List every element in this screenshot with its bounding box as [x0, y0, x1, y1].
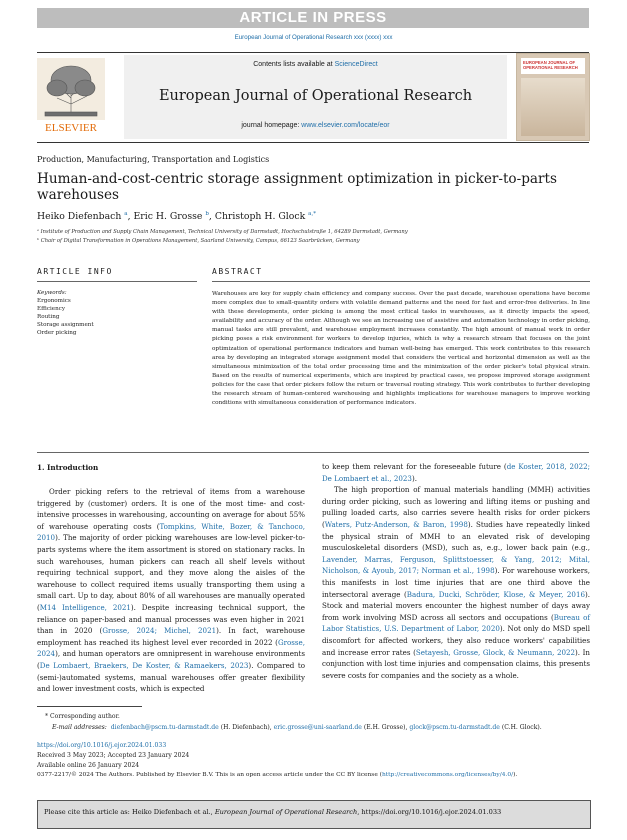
elsevier-tree-logo	[37, 58, 105, 134]
footnote-rule	[37, 706, 142, 707]
email-owner: (H. Diefenbach),	[218, 724, 274, 731]
license-link[interactable]: http://creativecommons.org/licenses/by/4.0/	[381, 772, 514, 778]
license-statement	[37, 772, 517, 778]
text-run: ). Despite increasing technical support, the reliance on paper-based and manual processes was even higher in 2021 than in 2020 (	[37, 602, 306, 636]
corresponding-author-note: * Corresponding author.	[45, 713, 120, 720]
email-owner: (C.H. Glock).	[499, 724, 542, 731]
text-run: ).	[411, 473, 417, 483]
available-online-date: Available online 26 January 2024	[37, 762, 140, 769]
header-bottom-rule	[37, 142, 589, 143]
section-heading-introduction: 1. Introduction	[37, 463, 99, 472]
citation-link[interactable]: Bureau of Labor Statistics, U.S. Department of Labor, 2020	[322, 612, 590, 634]
article-info-rule	[37, 281, 197, 282]
journal-title: European Journal of Operational Research	[158, 88, 473, 104]
article-info-heading: ARTICLE INFO	[37, 267, 113, 276]
please-cite-text	[44, 808, 501, 816]
paragraph	[322, 484, 590, 681]
homepage-link[interactable]: www.elsevier.com/locate/eor	[301, 122, 390, 129]
citation-link[interactable]: Waters, Putz-Anderson, & Baron, 1998	[324, 519, 468, 529]
please-cite-journal: European Journal of Operational Research	[214, 808, 358, 816]
license-prefix: 0377-2217/© 2024 The Authors. Published by Elsevier B.V. This is an open access article under the CC BY license (	[37, 772, 382, 778]
abstract-rule	[212, 281, 590, 282]
citation-link[interactable]: Badura, Ducki, Schröder, Klose, & Meyer, 2016	[406, 589, 585, 599]
journal-homepage	[124, 122, 507, 129]
text-run: Order picking refers to the retrieval of items from a warehouse triggered by (customer) orders. It is one of the most time- and cost-intensive processes in warehousing, accounting on average for about 55% of warehouse operating costs (	[37, 487, 305, 531]
email-addresses	[52, 724, 542, 731]
doi-link[interactable]: https://doi.org/10.1016/j.ejor.2024.01.033	[37, 742, 167, 749]
contents-line	[124, 61, 507, 68]
citation-link[interactable]: De Lombaert, Braekers, De Koster, & Ramaekers, 2023	[39, 660, 249, 670]
keywords-label: Keywords:	[37, 290, 67, 296]
license-suffix: ).	[513, 772, 518, 778]
sciencedirect-link[interactable]: ScienceDirect	[334, 61, 378, 68]
citation-link[interactable]: Grosse, 2024; Michel, 2021	[102, 626, 217, 636]
author-name[interactable]: Christoph H. Glock	[214, 211, 306, 223]
text-run: ). Stock and material movers encounter the highest number of days away from work involving MSD across all sectors and occupations (	[322, 589, 591, 622]
affiliation: ᵇ Chair of Digital Transformation in Operations Management, Saarland University, Campus, 66123 Saarbrücken, Germany	[37, 238, 360, 244]
text-run: ). The majority of order picking warehouses are low-level picker-to-parts systems where the item assortment is stored on stationary racks. In such warehouses, human pickers can reach all shelf levels without requiring technical support, and they move along the aisles of the warehouse to collect required items usually transporting them using a small cart. Up to day, about 80% of all warehouses are manually operated (	[37, 533, 305, 612]
citation-link[interactable]: Grosse, 2024	[37, 637, 305, 659]
homepage-prefix: journal homepage:	[241, 122, 302, 129]
contents-prefix: Contents lists available at	[253, 61, 335, 68]
email-link[interactable]: glock@pscm.tu-darmstadt.de	[409, 724, 500, 731]
citation-link[interactable]: Tompkins, White, Bozer, & Tanchoco, 2010	[37, 521, 305, 543]
keyword: Routing	[37, 314, 60, 321]
journal-cover-thumbnail	[516, 53, 590, 141]
abstract-heading: ABSTRACT	[212, 267, 263, 276]
citation-link[interactable]: M14 Intelligence, 2021	[39, 602, 131, 612]
citation-link[interactable]: Lavender, Marras, Ferguson, Splittstoesser, & Yang, 2012; Mital, Nicholson, & Ayoub, 2017; Norman et al., 1998	[322, 554, 590, 576]
received-dates: Received 3 May 2023; Accepted 23 January 2024	[37, 752, 190, 759]
keyword: Order picking	[37, 330, 77, 337]
body-column-left	[37, 486, 305, 695]
keyword: Efficiency	[37, 306, 65, 313]
body-column-right	[322, 461, 590, 681]
abstract-bottom-rule	[37, 452, 589, 453]
please-cite-prefix: Please cite this article as: Heiko Diefenbach et al.,	[44, 808, 215, 816]
email-owner: (E.H. Grosse),	[361, 724, 410, 731]
citation-link[interactable]: Setayesh, Grosse, Glock, & Neumann, 2022	[415, 647, 576, 657]
text-run: ). In fact, warehouse employment has reached its highest level ever recorded in 2022 (	[37, 626, 306, 647]
paragraph	[37, 486, 305, 695]
text-run: ). Studies have repeatedly linked the physical strain of MMH to an elevated risk of developing musculoskeletal disorders (MSD), such as, e.g., lower back pain (e.g.,	[322, 519, 591, 553]
affiliation: ᵃ Institute of Production and Supply Chain Management, Technical University of Darmstadt, Hochschulstraße 1, 64289 Darmstadt, Germany	[37, 229, 408, 235]
article-title	[37, 171, 557, 203]
text-run: ). Not only do MSD spell discomfort for affected workers, they also reduce workers' capabilities and increase error rates (	[322, 624, 590, 657]
citation-link[interactable]: de Koster, 2018, 2022; De Lombaert et al., 2023	[322, 462, 590, 483]
text-run: ), and human operators are omnipresent in warehouse environments (	[37, 649, 305, 670]
abstract-text: Warehouses are key for supply chain efficiency and company success. Over the past decade, warehouse operations have become more complex due to small-quantity orders with volatile demand patterns and the need for fast and error-free deliveries. In line with these developments, order picking is among the most critical tasks in warehouses, as it directly impacts the speed, availability and accuracy of the order. Although we see an increasing use of assistive and automation technology in order picking, manual tasks are still prevalent, and warehouse employment increases constantly. The high amount of manual work in order picking poses a risk environment for workers to develop injuries, which is why a research stream that focuses on the joint optimization of operational performance indicators and human well-being has emerged. This work contributes to this research area by developing an integrated storage assignment model that considers the vertical and horizontal dimension as well as the simultaneous minimization of the total order processing time and the minimization of the order picker's total physical strain. Based on the results of numerical experiments, which are inspired by practical cases, we propose improved storage assignment policies for the case that order pickers follow the return or traversal routing strategy. This work contributes to further developing the research stream of human-centered warehousing and highlights implications for warehouse managers to improve working conditions with simultaneous consideration of performance indicators.	[212, 291, 590, 407]
cover-title: EUROPEAN JOURNAL OF OPERATIONAL RESEARCH	[523, 60, 578, 70]
please-cite-suffix: , https://doi.org/10.1016/j.ejor.2024.01.033	[357, 808, 502, 816]
keyword: Ergonomics	[37, 298, 71, 305]
article-title-line-2: warehouses	[37, 187, 119, 203]
text-run: ). For warehouse workers, this manifests in lost time injuries that are one third above the intersectoral average (	[322, 566, 590, 599]
email-label: E-mail addresses:	[52, 724, 107, 731]
text-run: The high proportion of manual materials handling (MMH) activities during order picking, such as lowering and lifting items or pushing and pulling loaded carts, also carries severe health risks for order pickers (	[322, 485, 590, 529]
author-affil-marker[interactable]: b	[205, 211, 209, 217]
header-top-rule	[37, 52, 589, 53]
paragraph	[322, 461, 590, 484]
author-affil-marker[interactable]: a	[124, 211, 128, 217]
publisher-name: ELSEVIER	[45, 122, 97, 134]
author-name[interactable]: Eric H. Grosse	[133, 211, 203, 223]
keyword: Storage assignment	[37, 322, 94, 329]
article-title-line-1: Human-and-cost-centric storage assignment optimization in picker-to-parts	[37, 171, 557, 187]
author-name[interactable]: Heiko Diefenbach	[37, 211, 122, 223]
article-in-press-banner: ARTICLE IN PRESS	[37, 8, 589, 28]
email-link[interactable]: diefenbach@pscm.tu-darmstadt.de	[110, 724, 219, 731]
article-section: Production, Manufacturing, Transportation and Logistics	[37, 155, 270, 164]
text-run: ). Compared to (semi-)automated systems, manual warehouses offer greater flexibility and lower investment costs, which is expected	[37, 660, 306, 694]
author-list: Heiko Diefenbach $^a$, Eric H. Grosse $^b$, Christoph H. Glock $^{a,*}$	[37, 211, 316, 223]
keywords-block	[37, 289, 94, 338]
text-run: to keep them relevant for the foreseeable future (	[322, 462, 507, 471]
author-affil-marker[interactable]: a,*	[308, 211, 316, 217]
journal-reference: European Journal of Operational Research xxx (xxxx) xxx	[234, 34, 393, 41]
text-run: ). In conjunction with lost time injuries and compensation claims, this presents severe costs for companies and the society as a whole.	[322, 647, 591, 680]
email-link[interactable]: eric.grosse@uni-saarland.de	[273, 724, 362, 731]
